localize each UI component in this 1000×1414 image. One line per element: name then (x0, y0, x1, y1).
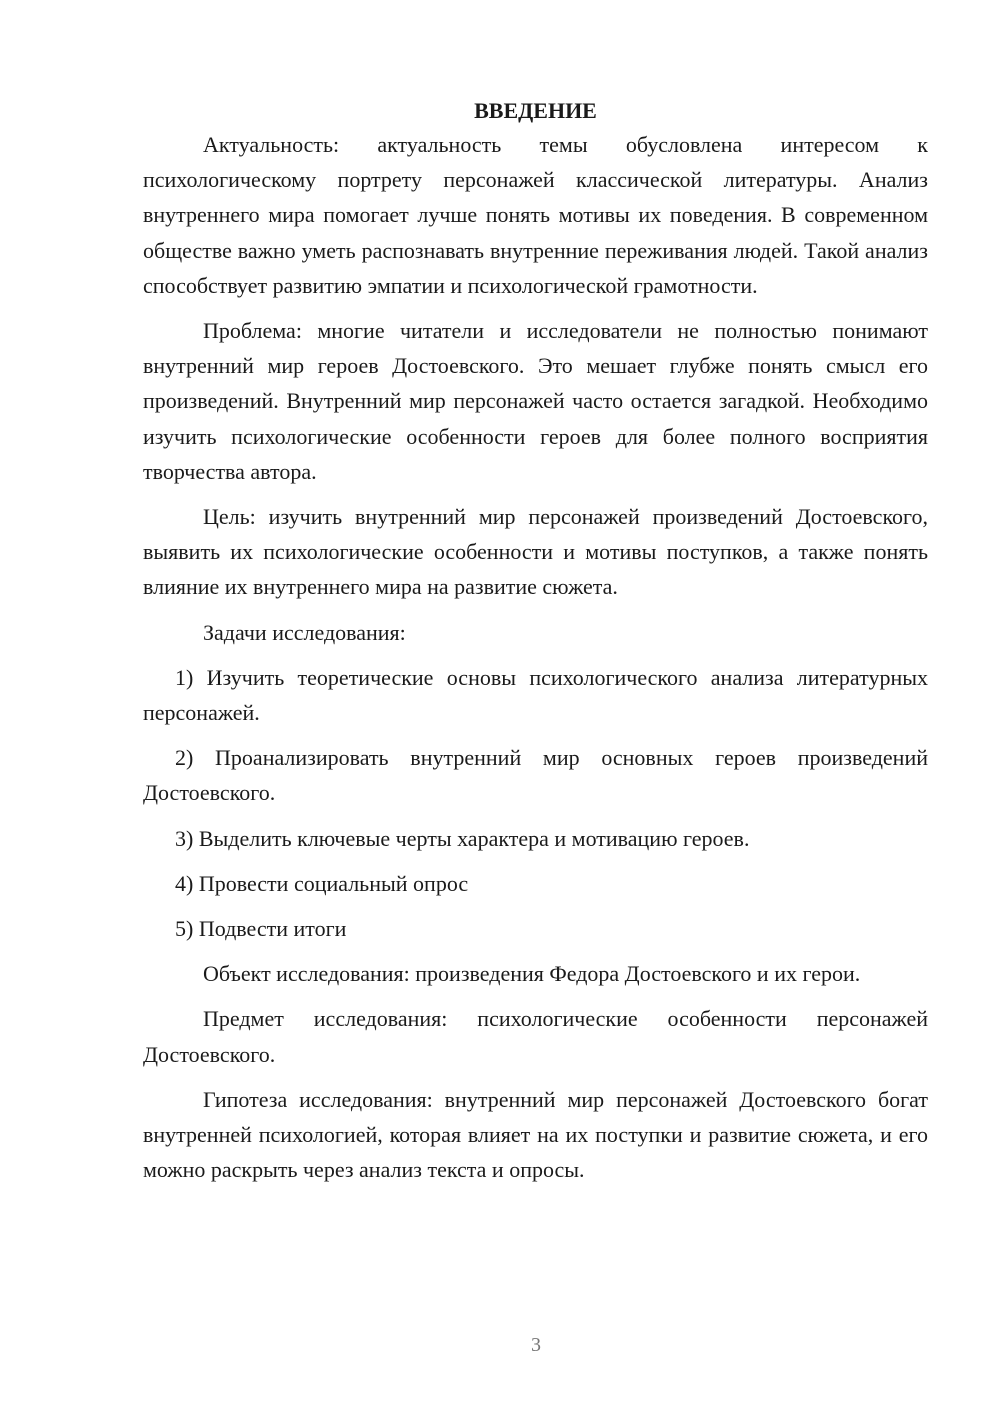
page-title: ВВЕДЕНИЕ (474, 98, 597, 123)
tasks-heading: Задачи исследования: (203, 619, 406, 645)
task-item-2: 2) Проанализировать внутренний мир основных героев произведений Достоевского. (143, 745, 928, 806)
paragraph-goal: Цель: изучить внутренний мир персонажей произведений Достоевского, выявить их психологические особенности и мотивы поступков, а также понять влияние их внутреннего мира на развитие сюжета. (143, 504, 928, 600)
task-item-3: 3) Выделить ключевые черты характера и мотивацию героев. (175, 825, 750, 851)
paragraph-object: Объект исследования: произведения Федора Достоевского и их герои. (203, 961, 861, 987)
task-item-1: 1) Изучить теоретические основы психологического анализа литературных персонажей. (143, 664, 928, 726)
paragraph-problem: Проблема: многие читатели и исследователи не полностью понимают внутренний мир героев Достоевского. Это мешает глубже понять смысл его произведений. Внутренний мир персонажей часто остается загадкой. Необходимо изучить психологические особенности героев для более полного восприятия творчества автора. (143, 318, 928, 484)
paragraph-relevance: Актуальность: актуальность темы обусловлена интересом к психологическому портрету персонажей классической литературы. Анализ внутреннего мира помогает лучше понять мотивы их поведения. В современном обществе важно уметь распознавать внутренние переживания людей. Такой анализ способствует развитию эмпатии и психологической грамотности. (143, 132, 928, 298)
task-item-5: 5) Подвести итоги (175, 916, 347, 942)
task-item-4: 4) Провести социальный опрос (175, 870, 469, 896)
page-number: 3 (531, 1334, 541, 1356)
document-page (143, 95, 928, 1197)
paragraph-hypothesis: Гипотеза исследования: внутренний мир персонажей Достоевского богат внутренней психологией, которая влияет на их поступки и развитие сюжета, и его можно раскрыть через анализ текста и опросы. (143, 1086, 928, 1183)
paragraph-subject: Предмет исследования: психологические особенности персонажей Достоевского. (143, 1006, 928, 1067)
